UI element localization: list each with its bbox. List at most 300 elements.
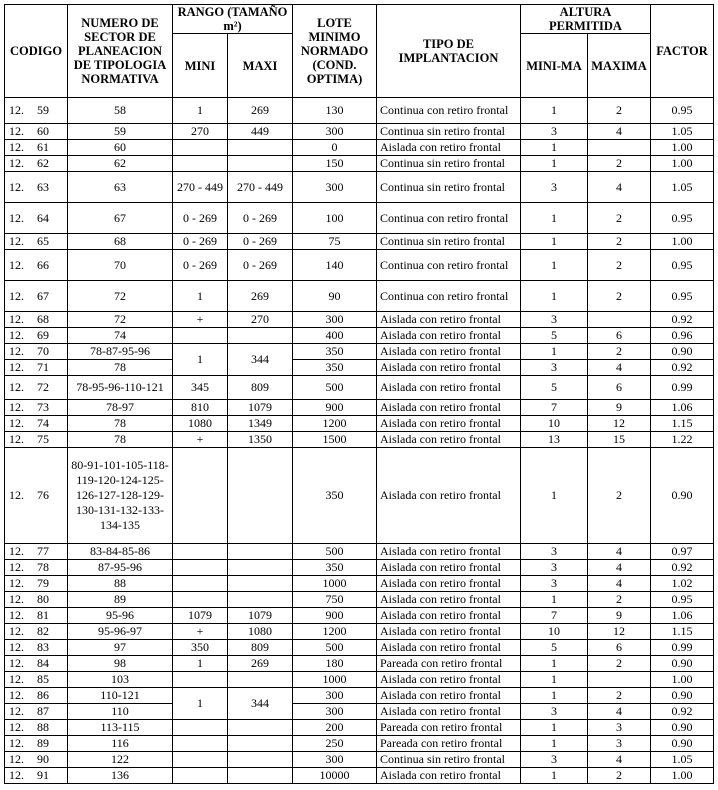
cell-altura-maxima: 9: [588, 400, 651, 416]
code-number: 64: [37, 210, 49, 225]
cell-lote: 10000: [293, 768, 377, 784]
cell-rango-mini: 1: [173, 344, 228, 376]
cell-rango-maxi: 0 - 269: [228, 203, 293, 234]
cell-altura-minima: 3: [521, 544, 588, 560]
code-number: 79: [37, 576, 49, 590]
cell-codigo: [5, 250, 68, 281]
code-number: 82: [37, 624, 49, 638]
cell-rango-mini: [173, 720, 228, 736]
cell-sector: 113-115: [68, 720, 173, 736]
cell-factor: 1.00: [651, 672, 714, 688]
cell-codigo: [5, 544, 68, 560]
cell-factor: 0.92: [651, 360, 714, 376]
table-row: [5, 544, 714, 560]
code-number: 84: [37, 656, 49, 670]
cell-codigo: [5, 672, 68, 688]
header-factor: FACTOR: [651, 5, 714, 98]
code-prefix: 12.: [9, 416, 24, 430]
cell-altura-minima: 5: [521, 328, 588, 344]
code-prefix: 12.: [9, 656, 24, 670]
cell-sector: 78: [68, 360, 173, 376]
cell-sector: 87-95-96: [68, 560, 173, 576]
cell-altura-minima: 1: [521, 250, 588, 281]
cell-altura-minima: 13: [521, 432, 588, 448]
cell-altura-maxima: 6: [588, 640, 651, 656]
cell-altura-minima: 3: [521, 576, 588, 592]
cell-rango-mini: 1080: [173, 416, 228, 432]
cell-tipo: Aislada con retiro frontal: [377, 544, 521, 560]
cell-rango-maxi: 1080: [228, 624, 293, 640]
cell-altura-maxima: 4: [588, 172, 651, 203]
cell-factor: 0.90: [651, 688, 714, 704]
cell-altura-minima: 1: [521, 156, 588, 172]
cell-lote: 130: [293, 98, 377, 124]
cell-tipo: Continua sin retiro frontal: [377, 234, 521, 250]
cell-altura-minima: 1: [521, 720, 588, 736]
cell-altura-minima: 3: [521, 360, 588, 376]
code-prefix: 12.: [9, 288, 24, 303]
cell-factor: 0.97: [651, 544, 714, 560]
code-prefix: 12.: [9, 672, 24, 686]
cell-sector: 70: [68, 250, 173, 281]
cell-factor: 0.92: [651, 560, 714, 576]
header-sector: NUMERO DE SECTOR DE PLANEACION DE TIPOLOGIA NORMATIVA: [68, 5, 173, 98]
cell-factor: 0.99: [651, 640, 714, 656]
code-number: 72: [37, 380, 49, 394]
cell-rango-maxi: 449: [228, 124, 293, 140]
cell-tipo: Continua con retiro frontal: [377, 98, 521, 124]
cell-factor: 0.90: [651, 448, 714, 544]
cell-altura-minima: 1: [521, 672, 588, 688]
cell-altura-minima: 10: [521, 624, 588, 640]
cell-lote: 1000: [293, 672, 377, 688]
cell-factor: 0.95: [651, 592, 714, 608]
cell-lote: 300: [293, 124, 377, 140]
code-number: 87: [37, 704, 49, 718]
code-number: 63: [37, 179, 49, 194]
header-tipo: TIPO DE IMPLANTACION: [377, 5, 521, 98]
document-page: [4, 4, 714, 784]
table-row: [5, 720, 714, 736]
cell-altura-maxima: [588, 140, 651, 156]
cell-tipo: Pareada con retiro frontal: [377, 720, 521, 736]
cell-rango-mini: [173, 768, 228, 784]
header-mini: MINI: [173, 34, 228, 98]
cell-sector: 58: [68, 98, 173, 124]
cell-factor: 0.90: [651, 720, 714, 736]
code-number: 83: [37, 640, 49, 654]
cell-rango-maxi: [228, 736, 293, 752]
cell-altura-maxima: 4: [588, 752, 651, 768]
cell-altura-minima: 5: [521, 376, 588, 400]
cell-sector: 116: [68, 736, 173, 752]
cell-factor: 1.15: [651, 416, 714, 432]
table-row: [5, 592, 714, 608]
cell-codigo: [5, 98, 68, 124]
cell-rango-maxi: [228, 328, 293, 344]
cell-codigo: [5, 704, 68, 720]
code-prefix: 12.: [9, 560, 24, 574]
cell-tipo: Aislada con retiro frontal: [377, 608, 521, 624]
cell-codigo: [5, 234, 68, 250]
cell-factor: 1.06: [651, 608, 714, 624]
cell-altura-minima: 7: [521, 400, 588, 416]
cell-rango-maxi: 269: [228, 656, 293, 672]
cell-sector: 88: [68, 576, 173, 592]
table-row: [5, 672, 714, 688]
code-number: 85: [37, 672, 49, 686]
cell-altura-maxima: [588, 672, 651, 688]
cell-sector: 83-84-85-86: [68, 544, 173, 560]
code-prefix: 12.: [9, 312, 24, 326]
cell-tipo: Aislada con retiro frontal: [377, 400, 521, 416]
cell-rango-mini: 345: [173, 376, 228, 400]
code-number: 70: [37, 344, 49, 358]
cell-lote: 500: [293, 640, 377, 656]
table-row: [5, 328, 714, 344]
table-row: [5, 250, 714, 281]
cell-codigo: [5, 376, 68, 400]
cell-altura-maxima: 3: [588, 720, 651, 736]
header-maxi: MAXI: [228, 34, 293, 98]
cell-rango-maxi: 1079: [228, 400, 293, 416]
code-prefix: 12.: [9, 380, 24, 394]
cell-lote: 350: [293, 360, 377, 376]
cell-tipo: Continua con retiro frontal: [377, 250, 521, 281]
code-prefix: 12.: [9, 720, 24, 734]
cell-altura-maxima: 4: [588, 704, 651, 720]
cell-rango-mini: 0 - 269: [173, 250, 228, 281]
cell-sector: 68: [68, 234, 173, 250]
code-prefix: 12.: [9, 624, 24, 638]
cell-rango-maxi: [228, 156, 293, 172]
cell-altura-minima: 7: [521, 608, 588, 624]
cell-factor: 1.06: [651, 400, 714, 416]
cell-altura-minima: 1: [521, 448, 588, 544]
cell-altura-minima: 10: [521, 416, 588, 432]
cell-lote: 1200: [293, 624, 377, 640]
cell-rango-maxi: 809: [228, 376, 293, 400]
table-row: [5, 704, 714, 720]
cell-rango-maxi: [228, 672, 293, 688]
code-number: 89: [37, 736, 49, 750]
code-prefix: 12.: [9, 156, 24, 170]
cell-codigo: [5, 400, 68, 416]
table-row: [5, 124, 714, 140]
code-number: 81: [37, 608, 49, 622]
cell-rango-maxi: 0 - 269: [228, 250, 293, 281]
code-prefix: 12.: [9, 576, 24, 590]
cell-tipo: Pareada con retiro frontal: [377, 736, 521, 752]
cell-sector: 60: [68, 140, 173, 156]
code-number: 75: [37, 432, 49, 446]
cell-altura-minima: 1: [521, 281, 588, 312]
cell-lote: 350: [293, 448, 377, 544]
cell-altura-minima: 1: [521, 592, 588, 608]
normative-table: [4, 4, 714, 784]
cell-altura-maxima: [588, 312, 651, 328]
cell-altura-minima: 3: [521, 752, 588, 768]
cell-altura-minima: 1: [521, 203, 588, 234]
cell-codigo: [5, 560, 68, 576]
table-row: [5, 376, 714, 400]
cell-altura-maxima: 2: [588, 98, 651, 124]
cell-altura-minima: 1: [521, 768, 588, 784]
code-number: 69: [37, 328, 49, 342]
cell-altura-minima: 1: [521, 234, 588, 250]
cell-rango-maxi: [228, 544, 293, 560]
cell-lote: 900: [293, 608, 377, 624]
cell-sector: 98: [68, 656, 173, 672]
cell-rango-maxi: [228, 752, 293, 768]
cell-tipo: Continua con retiro frontal: [377, 203, 521, 234]
cell-altura-minima: 3: [521, 312, 588, 328]
code-number: 73: [37, 400, 49, 414]
code-number: 88: [37, 720, 49, 734]
code-number: 80: [37, 592, 49, 606]
cell-altura-minima: 3: [521, 124, 588, 140]
cell-codigo: [5, 736, 68, 752]
cell-rango-mini: 810: [173, 400, 228, 416]
cell-codigo: [5, 608, 68, 624]
cell-lote: 350: [293, 344, 377, 360]
cell-sector: 78: [68, 416, 173, 432]
cell-factor: 0.90: [651, 344, 714, 360]
cell-lote: 300: [293, 172, 377, 203]
code-prefix: 12.: [9, 608, 24, 622]
cell-altura-maxima: 2: [588, 250, 651, 281]
cell-sector: 59: [68, 124, 173, 140]
table-row: [5, 98, 714, 124]
cell-rango-mini: 270: [173, 124, 228, 140]
cell-factor: 0.99: [651, 376, 714, 400]
code-prefix: 12.: [9, 488, 24, 502]
cell-rango-maxi: 1349: [228, 416, 293, 432]
code-prefix: 12.: [9, 360, 24, 374]
table-row: [5, 608, 714, 624]
cell-rango-mini: [173, 672, 228, 688]
code-prefix: 12.: [9, 400, 24, 414]
cell-altura-maxima: 12: [588, 416, 651, 432]
table-row: [5, 688, 714, 704]
table-row: [5, 172, 714, 203]
cell-altura-maxima: 6: [588, 328, 651, 344]
header-codigo: CODIGO: [5, 5, 68, 98]
cell-rango-mini: 1: [173, 98, 228, 124]
cell-lote: 150: [293, 156, 377, 172]
cell-altura-minima: 3: [521, 560, 588, 576]
cell-codigo: [5, 768, 68, 784]
cell-sector: 97: [68, 640, 173, 656]
table-row: [5, 560, 714, 576]
table-row: [5, 416, 714, 432]
cell-lote: 750: [293, 592, 377, 608]
table-body: [5, 98, 714, 784]
cell-codigo: [5, 720, 68, 736]
cell-sector: 103: [68, 672, 173, 688]
cell-rango-maxi: 1350: [228, 432, 293, 448]
cell-factor: 0.95: [651, 98, 714, 124]
cell-altura-maxima: 4: [588, 560, 651, 576]
cell-codigo: [5, 281, 68, 312]
cell-factor: 0.95: [651, 250, 714, 281]
cell-altura-maxima: 2: [588, 448, 651, 544]
cell-sector: 72: [68, 281, 173, 312]
cell-lote: 180: [293, 656, 377, 672]
cell-codigo: [5, 312, 68, 328]
cell-altura-maxima: 2: [588, 344, 651, 360]
code-prefix: 12.: [9, 257, 24, 272]
cell-codigo: [5, 688, 68, 704]
cell-rango-maxi: 809: [228, 640, 293, 656]
cell-altura-minima: 5: [521, 640, 588, 656]
cell-altura-maxima: 2: [588, 203, 651, 234]
cell-sector: 74: [68, 328, 173, 344]
cell-altura-maxima: 4: [588, 544, 651, 560]
code-prefix: 12.: [9, 210, 24, 225]
cell-codigo: [5, 640, 68, 656]
cell-rango-maxi: [228, 768, 293, 784]
cell-factor: 0.90: [651, 656, 714, 672]
cell-lote: 1000: [293, 576, 377, 592]
cell-rango-maxi: 269: [228, 98, 293, 124]
cell-lote: 300: [293, 688, 377, 704]
code-prefix: 12.: [9, 124, 24, 138]
cell-tipo: Aislada con retiro frontal: [377, 432, 521, 448]
cell-altura-maxima: 2: [588, 281, 651, 312]
cell-tipo: Aislada con retiro frontal: [377, 688, 521, 704]
cell-altura-maxima: 9: [588, 608, 651, 624]
cell-factor: 0.95: [651, 281, 714, 312]
cell-lote: 300: [293, 704, 377, 720]
code-number: 68: [37, 312, 49, 326]
cell-rango-maxi: 344: [228, 344, 293, 376]
cell-sector: 67: [68, 203, 173, 234]
cell-altura-maxima: 15: [588, 432, 651, 448]
code-prefix: 12.: [9, 704, 24, 718]
cell-codigo: [5, 156, 68, 172]
cell-altura-maxima: 3: [588, 736, 651, 752]
table-row: [5, 360, 714, 376]
cell-lote: 1200: [293, 416, 377, 432]
code-number: 67: [37, 288, 49, 303]
header-minima: MINI-MA: [521, 34, 588, 98]
cell-codigo: [5, 416, 68, 432]
cell-rango-mini: [173, 140, 228, 156]
code-number: 76: [37, 488, 49, 502]
cell-sector: 78-95-96-110-121: [68, 376, 173, 400]
cell-codigo: [5, 448, 68, 544]
table-row: [5, 234, 714, 250]
cell-sector: 136: [68, 768, 173, 784]
cell-lote: 100: [293, 203, 377, 234]
cell-sector: 95-96-97: [68, 624, 173, 640]
table-row: [5, 656, 714, 672]
code-prefix: 12.: [9, 592, 24, 606]
code-prefix: 12.: [9, 640, 24, 654]
cell-sector: 78: [68, 432, 173, 448]
cell-altura-maxima: 4: [588, 576, 651, 592]
code-prefix: 12.: [9, 179, 24, 194]
cell-sector: 110: [68, 704, 173, 720]
cell-lote: 200: [293, 720, 377, 736]
code-prefix: 12.: [9, 140, 24, 154]
cell-altura-minima: 1: [521, 688, 588, 704]
code-prefix: 12.: [9, 544, 24, 558]
cell-lote: 300: [293, 752, 377, 768]
code-number: 66: [37, 257, 49, 272]
table-row: [5, 400, 714, 416]
cell-altura-maxima: 2: [588, 688, 651, 704]
cell-tipo: Aislada con retiro frontal: [377, 360, 521, 376]
table-row: [5, 203, 714, 234]
cell-tipo: Pareada con retiro frontal: [377, 656, 521, 672]
cell-rango-mini: 0 - 269: [173, 234, 228, 250]
cell-codigo: [5, 140, 68, 156]
cell-sector: 72: [68, 312, 173, 328]
table-row: [5, 448, 714, 544]
cell-rango-maxi: [228, 448, 293, 544]
cell-codigo: [5, 124, 68, 140]
cell-factor: 0.90: [651, 736, 714, 752]
cell-rango-maxi: [228, 140, 293, 156]
cell-factor: 1.22: [651, 432, 714, 448]
table-row: [5, 281, 714, 312]
cell-sector: 122: [68, 752, 173, 768]
cell-rango-mini: [173, 156, 228, 172]
cell-factor: 1.00: [651, 156, 714, 172]
code-prefix: 12.: [9, 344, 24, 358]
cell-codigo: [5, 360, 68, 376]
cell-factor: 1.05: [651, 124, 714, 140]
cell-tipo: Continua con retiro frontal: [377, 281, 521, 312]
header-lote: LOTE MINIMO NORMADO (COND. OPTIMA): [293, 5, 377, 98]
cell-codigo: [5, 624, 68, 640]
cell-rango-mini: [173, 592, 228, 608]
cell-codigo: [5, 576, 68, 592]
cell-rango-mini: +: [173, 432, 228, 448]
cell-lote: 500: [293, 376, 377, 400]
cell-rango-maxi: 269: [228, 281, 293, 312]
cell-rango-mini: 350: [173, 640, 228, 656]
cell-tipo: Aislada con retiro frontal: [377, 576, 521, 592]
cell-lote: 250: [293, 736, 377, 752]
code-number: 86: [37, 688, 49, 702]
code-prefix: 12.: [9, 234, 24, 248]
code-prefix: 12.: [9, 432, 24, 446]
code-number: 71: [37, 360, 49, 374]
cell-rango-maxi: [228, 592, 293, 608]
cell-tipo: Aislada con retiro frontal: [377, 560, 521, 576]
code-number: 60: [37, 124, 49, 138]
code-number: 74: [37, 416, 49, 430]
cell-lote: 500: [293, 544, 377, 560]
cell-tipo: Aislada con retiro frontal: [377, 312, 521, 328]
code-number: 62: [37, 156, 49, 170]
cell-codigo: [5, 172, 68, 203]
cell-altura-minima: 1: [521, 344, 588, 360]
header-rango: RANGO (TAMAÑO m²): [173, 5, 293, 34]
table-row: [5, 624, 714, 640]
cell-rango-maxi: 344: [228, 688, 293, 720]
cell-lote: 350: [293, 560, 377, 576]
cell-tipo: Aislada con retiro frontal: [377, 768, 521, 784]
code-prefix: 12.: [9, 328, 24, 342]
cell-factor: 1.05: [651, 752, 714, 768]
cell-rango-maxi: [228, 560, 293, 576]
cell-tipo: Aislada con retiro frontal: [377, 672, 521, 688]
cell-altura-minima: 1: [521, 736, 588, 752]
